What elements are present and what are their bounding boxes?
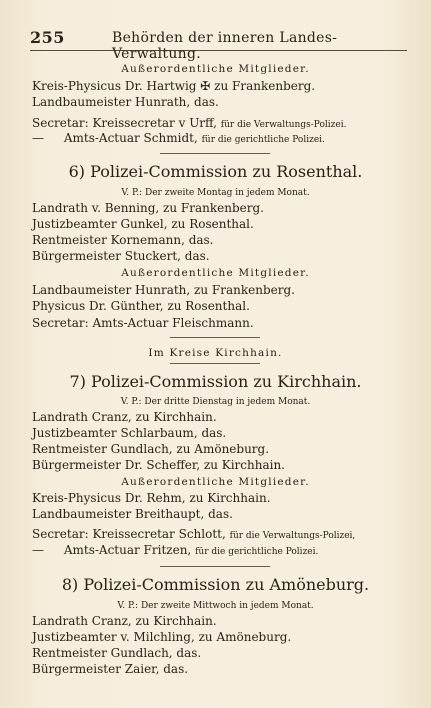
member-line: Bürgermeister Stuckert, das. (32, 249, 210, 263)
secretar-name: Secretar: Kreissecretar Schlott, (32, 527, 226, 541)
extra-members-heading: Außerordentliche Mitglieder. (121, 476, 310, 488)
secretar-line (32, 116, 346, 132)
member-line: Justizbeamter Gunkel, zu Rosenthal. (32, 217, 254, 231)
member-line: Kreis-Physicus Dr. Hartwig ✠ zu Frankenberg. (32, 79, 316, 93)
extra-members-heading: Außerordentliche Mitglieder. (121, 63, 310, 75)
secretar-name: Amts-Actuar Schmidt, (63, 131, 198, 145)
section-divider (160, 153, 270, 154)
secretar-role: für die Verwaltungs-Polizei. (220, 120, 347, 130)
secretar-line (32, 527, 355, 543)
secretar-line (32, 131, 325, 147)
member-line: Landrath v. Benning, zu Frankenberg. (32, 201, 264, 215)
meeting-schedule: V. P.: Der zweite Montag in jedem Monat. (121, 188, 310, 198)
member-line: Rentmeister Gundlach, das. (32, 646, 202, 660)
member-line: Rentmeister Kornemann, das. (32, 233, 214, 247)
section-title: 7) Polizei-Commission zu Kirchhain. (69, 372, 362, 391)
member-line: Landrath Cranz, zu Kirchhain. (32, 410, 217, 424)
secretar-name: Amts-Actuar Fritzen, (63, 543, 192, 557)
running-title: Behörden der inneren Landes-Verwaltung. (112, 30, 338, 62)
section-divider (170, 363, 260, 364)
member-line: Bürgermeister Dr. Scheffer, zu Kirchhain. (32, 458, 285, 472)
section-title: 6) Polizei-Commission zu Rosenthal. (68, 162, 363, 181)
member-line: Landbaumeister Hunrath, das. (32, 95, 219, 109)
secretar-role: für die Verwaltungs-Polizei, (229, 531, 356, 541)
member-line: Kreis-Physicus Dr. Rehm, zu Kirchhain. (32, 491, 271, 505)
secretar-name: Secretar: Kreissecretar v Urff, (32, 116, 217, 130)
secretar-role: für die gerichtliche Polizei. (201, 135, 325, 145)
section-divider (160, 566, 270, 567)
member-line: Landbaumeister Breithaupt, das. (32, 507, 233, 521)
member-line: Justizbeamter v. Milchling, zu Amöneburg. (32, 630, 292, 644)
extra-members-heading: Außerordentliche Mitglieder. (121, 267, 310, 279)
member-line: Justizbeamter Schlarbaum, das. (32, 426, 227, 440)
member-line: Bürgermeister Zaier, das. (32, 662, 189, 676)
member-line: Physicus Dr. Günther, zu Rosenthal. (32, 299, 250, 313)
running-header (30, 28, 407, 62)
dash: — (32, 131, 44, 145)
secretar-role: für die gerichtliche Polizei. (195, 547, 319, 557)
section-title: 8) Polizei-Commission zu Amöneburg. (61, 575, 370, 594)
secretar-line: Secretar: Amts-Actuar Fleischmann. (32, 316, 254, 330)
member-line: Landbaumeister Hunrath, zu Frankenberg. (32, 283, 295, 297)
meeting-schedule: V. P.: Der dritte Dienstag in jedem Monat. (120, 397, 311, 407)
section-divider (170, 337, 260, 338)
member-line: Rentmeister Gundlach, zu Amöneburg. (32, 442, 270, 456)
secretar-line (32, 543, 318, 559)
dash: — (32, 543, 44, 557)
district-heading: Im Kreise Kirchhain. (148, 347, 283, 359)
page-number: 255 (30, 28, 65, 47)
meeting-schedule: V. P.: Der zweite Mittwoch in jedem Monat. (117, 601, 314, 611)
member-line: Landrath Cranz, zu Kirchhain. (32, 614, 217, 628)
